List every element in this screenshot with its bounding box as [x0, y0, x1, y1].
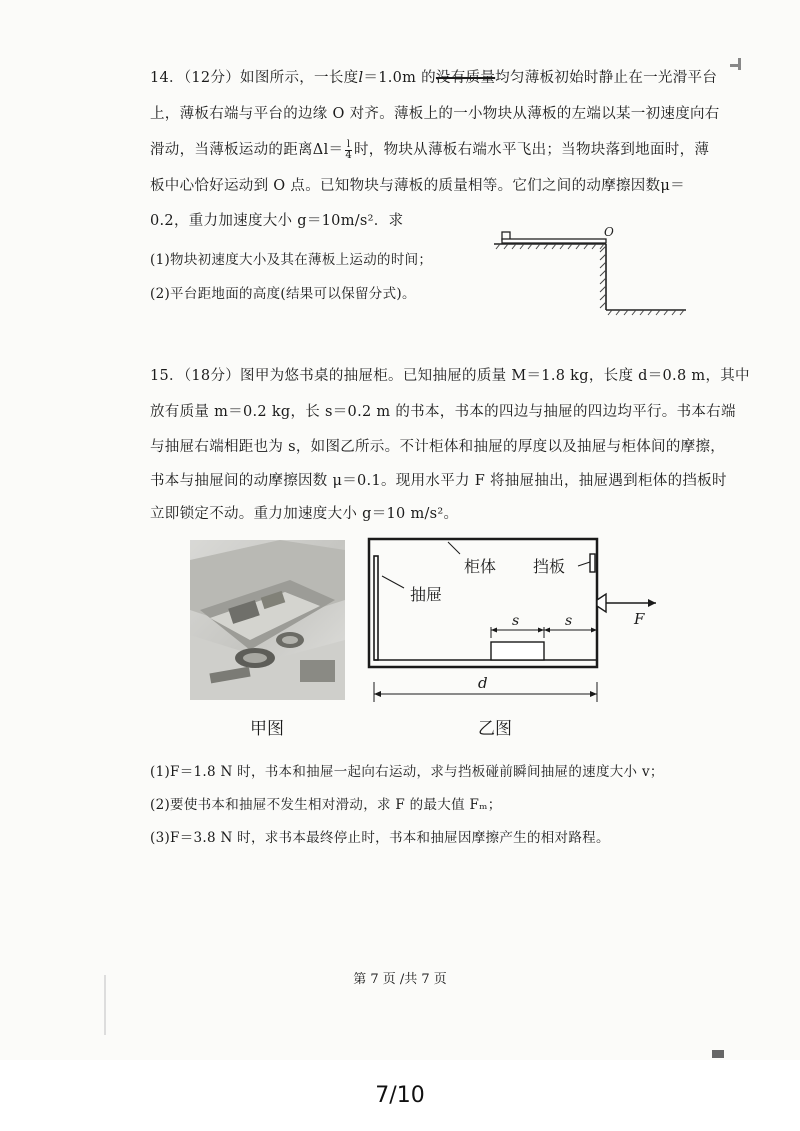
fraction-denominator: 4 — [345, 149, 352, 161]
p14-line-3-b: 时，物块从薄板右端水平飞出；当物块落到地面时，薄 — [353, 142, 710, 158]
p15-question-3: (3)F＝3.8 N 时，求书本最终停止时，书本和抽屉因摩擦产生的相对路程。 — [150, 830, 610, 846]
fraction-numerator: l — [346, 138, 351, 150]
p14-line-1-a: 14．（12分）如图所示，一长度 — [150, 70, 359, 86]
p14-line-1-b: ＝1.0m 的 — [363, 70, 436, 86]
p14-var-l: l — [358, 70, 364, 86]
p14-line-2: 上，薄板右端与平台的边缘 O 对齐。薄板上的一小物块从薄板的左端以某一初速度向右 — [150, 106, 720, 122]
p14-question-1: (1)物块初速度大小及其在薄板上运动的时间； — [150, 252, 433, 268]
p15-question-2: (2)要使书本和抽屉不发生相对滑动，求 F 的最大值 Fₘ； — [150, 797, 502, 813]
caption-figure-a: 甲图 — [250, 719, 284, 739]
p14-question-2: (2)平台距地面的高度(结果可以保留分式)。 — [150, 286, 416, 302]
p14-line-4: 板中心恰好运动到 O 点。已知物块与薄板的质量相等。它们之间的动摩擦因数μ＝ — [150, 178, 685, 194]
p14-struck-text: 没有质量 — [435, 70, 496, 86]
label-d: d — [478, 674, 488, 692]
p14-line-1-c: 均匀薄板初始时静止在一光滑平台 — [495, 70, 718, 86]
p15-line-4: 书本与抽屉间的动摩擦因数 μ＝0.1。现用水平力 F 将抽屉抽出，抽屉遇到柜体的挡板时 — [150, 473, 727, 489]
p15-question-1: (1)F＝1.8 N 时，书本和抽屉一起向右运动，求与挡板碰前瞬间抽屉的速度大小 v； — [150, 764, 664, 780]
label-drawer: 抽屉 — [410, 585, 443, 604]
label-s-2: s — [565, 613, 573, 629]
p15-line-2: 放有质量 m＝0.2 kg，长 s＝0.2 m 的书本，书本的四边与抽屉的四边均平行。书本右端 — [150, 404, 736, 420]
label-baffle: 挡板 — [533, 557, 566, 576]
caption-figure-b: 乙图 — [478, 719, 512, 739]
p14-line-5: 0.2，重力加速度大小 g＝10m/s²．求 — [150, 213, 404, 229]
label-cabinet: 柜体 — [464, 557, 497, 576]
p15-line-5: 立即锁定不动。重力加速度大小 g＝10 m/s²。 — [150, 506, 459, 522]
page-indicator: 7/10 — [375, 1083, 425, 1108]
label-force: F — [634, 610, 645, 628]
p15-line-3: 与抽屉右端相距也为 s，如图乙所示。不计柜体和抽屉的厚度以及抽屉与柜体间的摩擦， — [150, 439, 726, 455]
page-footer: 第 7 页 /共 7 页 — [353, 972, 447, 987]
label-s-1: s — [512, 613, 520, 629]
p15-line-1: 15．（18分）图甲为悠书桌的抽屉柜。已知抽屉的质量 M＝1.8 kg，长度 d＝0.8 m，其中 — [150, 368, 750, 384]
point-o-label: O — [604, 225, 614, 239]
p14-line-3-a: 滑动，当薄板运动的距离Δl＝ — [150, 142, 344, 158]
